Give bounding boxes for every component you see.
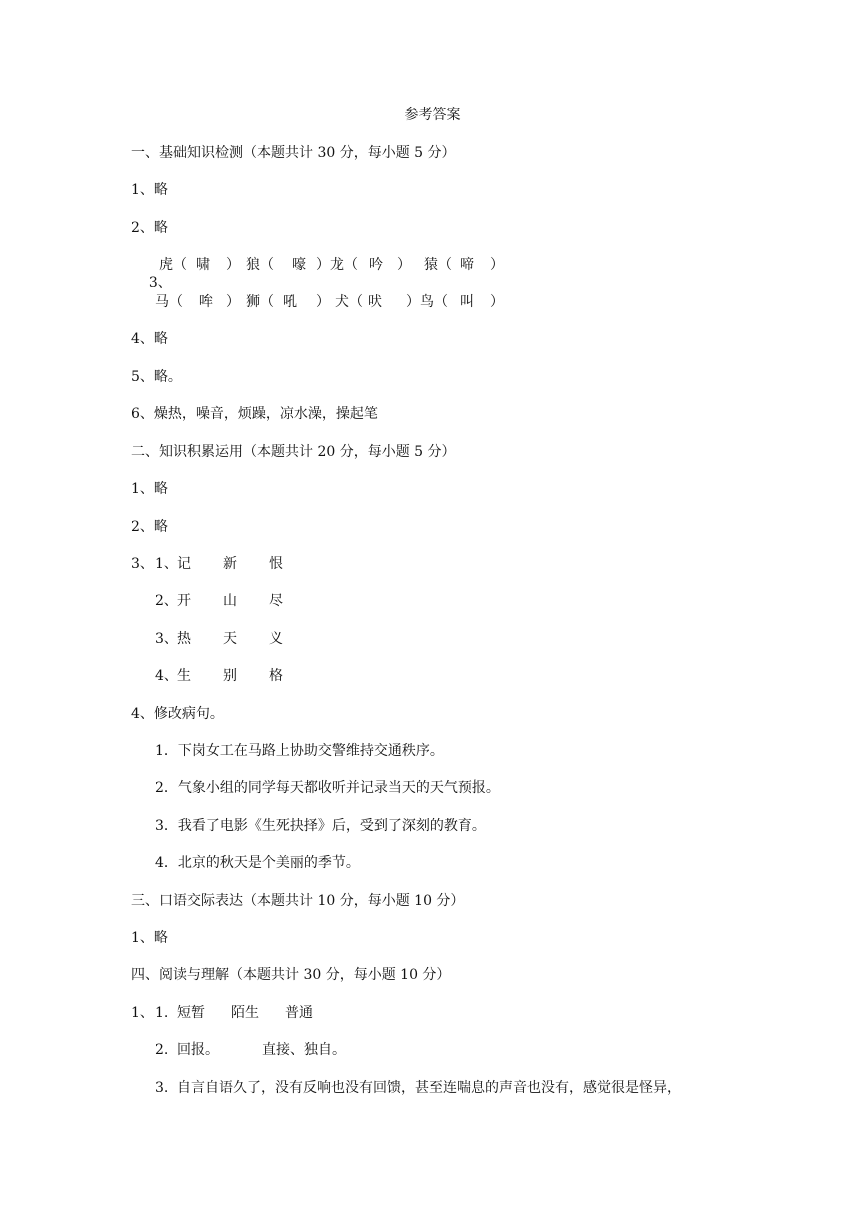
s4-item-num: 2. xyxy=(155,1042,169,1058)
s2-q3-word: 生 xyxy=(177,668,191,684)
s4-paragraph: 自言自语久了，没有反响也没有回馈，甚至连喘息的声音也没有，感觉很是怪异， xyxy=(177,1080,681,1096)
s1-q3-sound: 吟 xyxy=(369,257,383,273)
s2-q3-word: 义 xyxy=(269,631,283,647)
s1-q3-sound: 啸 xyxy=(196,257,210,273)
s2-q2: 2、略 xyxy=(131,519,168,535)
s2-q3-word: 山 xyxy=(223,593,237,609)
s2-q4: 4、修改病句。 xyxy=(131,706,224,722)
section-2-heading: 二、知识积累运用（本题共计 20 分，每小题 5 分） xyxy=(131,444,456,460)
s2-q4-item: 1．下岗女工在马路上协助交警维持交通秩序。 xyxy=(155,743,444,759)
s1-q3-pair: 虎（ xyxy=(159,257,187,273)
s2-q3-word: 格 xyxy=(269,668,283,684)
s2-q4-item: 4．北京的秋天是个美丽的季节。 xyxy=(155,855,360,871)
s2-q3-word: 热 xyxy=(177,631,191,647)
s1-q3-sound: 叫 xyxy=(460,294,474,310)
s1-q6: 6、燥热，噪音，烦躁，凉水澡，操起笔 xyxy=(131,406,378,422)
s1-q3-sound: 啼 xyxy=(460,257,474,273)
s1-q3-pair: 狮（ xyxy=(246,294,274,310)
s1-q3-pair: 猿（ xyxy=(424,257,452,273)
s2-q3-num: 3、 xyxy=(155,631,178,647)
s2-q3-prefix: 3、 xyxy=(131,556,154,572)
s2-q3-word: 记 xyxy=(177,556,191,572)
s4-word: 陌生 xyxy=(231,1005,259,1021)
s4-word: 直接、独自。 xyxy=(262,1042,346,1058)
s1-q3-pair: 狼（ xyxy=(246,257,274,273)
s4-q1-prefix: 1、 xyxy=(131,1005,154,1021)
section-3-heading: 三、口语交际表达（本题共计 10 分，每小题 10 分） xyxy=(131,893,465,909)
q3-prefix: 3、 xyxy=(148,275,172,291)
s2-q3-num: 1、 xyxy=(155,556,178,572)
s1-q2: 2、略 xyxy=(131,220,168,236)
s2-q3-word: 新 xyxy=(223,556,237,572)
s2-q4-item: 2．气象小组的同学每天都收听并记录当天的天气预报。 xyxy=(155,780,500,796)
s1-q3-sound: 嚎 xyxy=(292,257,306,273)
s2-q3-word: 开 xyxy=(177,593,191,609)
s4-word: 短暂 xyxy=(177,1005,205,1021)
page-title: 参考答案 xyxy=(404,107,461,123)
s2-q1: 1、略 xyxy=(131,481,168,497)
s2-q3-word: 别 xyxy=(223,668,237,684)
section-4-heading: 四、阅读与理解（本题共计 30 分，每小题 10 分） xyxy=(131,967,451,983)
s1-q3-pair: 马（ xyxy=(155,294,183,310)
s1-q3-sound: 吼 xyxy=(283,294,297,310)
s4-item-num: 3. xyxy=(155,1080,169,1096)
s3-q1: 1、略 xyxy=(131,930,168,946)
s2-q3-word: 恨 xyxy=(269,556,283,572)
answer-key-page: 参考答案 一、基础知识检测（本题共计 30 分，每小题 5 分） 1、略 2、略 3、 虎（ 啸 ） 狼（ 嚎 ）龙（ 吟 ） 猿（ 啼 ） 马（ 哞 ） 狮（ 吼 ） 犬（ 吠 ）鸟（ 叫 ） 4、略 5、略。 6、燥热，噪音，烦躁，凉水澡，操起笔 二、知识积累运用（本题共计 20 分，每小题 5 分） 1、略 2、略 3、 1、 记 新 恨 2、 开 山 尽 3、 热 天 义 4、 生 别 格 4、修改病句。 1．下岗女工在马路上协助交警维持交通秩序。 2．气象小组的同学每天都收听并记录当天的天气预报。 3．我看了电影《生死抉择》后，受到了深刻的教育。 4．北京的秋天是个美丽的季节。 三、口语交际表达（本题共计 10 分，每小题 10 分） 1、略 四、阅读与理解（本题共计 30 分，每小题 10 分） 1、 1. 短暂 陌生 普通 2. 回报。 直接、独自。 3. 自言自语久了，没有反响也没有回馈，甚至连喘息的声音也没有，感觉很是怪异， xyxy=(0,0,865,1224)
s2-q4-item: 3．我看了电影《生死抉择》后，受到了深刻的教育。 xyxy=(155,818,486,834)
s4-item-num: 1. xyxy=(155,1005,169,1021)
s2-q3-word: 尽 xyxy=(269,593,283,609)
section-1-heading: 一、基础知识检测（本题共计 30 分，每小题 5 分） xyxy=(131,145,456,161)
s1-q3-pair: ）鸟（ xyxy=(406,294,448,310)
s1-q3-sound: 吠 xyxy=(368,294,382,310)
s2-q3-word: 天 xyxy=(223,631,237,647)
s4-word: 回报。 xyxy=(177,1042,219,1058)
s1-q4: 4、略 xyxy=(131,331,168,347)
s1-q1: 1、略 xyxy=(131,182,168,198)
s4-word: 普通 xyxy=(285,1005,313,1021)
s2-q3-num: 4、 xyxy=(155,668,178,684)
s1-q5: 5、略。 xyxy=(131,369,182,385)
s1-q3-pair: ）龙（ xyxy=(316,257,358,273)
s1-q3-pair: 犬（ xyxy=(335,294,363,310)
s2-q3-num: 2、 xyxy=(155,593,178,609)
s1-q3-sound: 哞 xyxy=(199,294,213,310)
